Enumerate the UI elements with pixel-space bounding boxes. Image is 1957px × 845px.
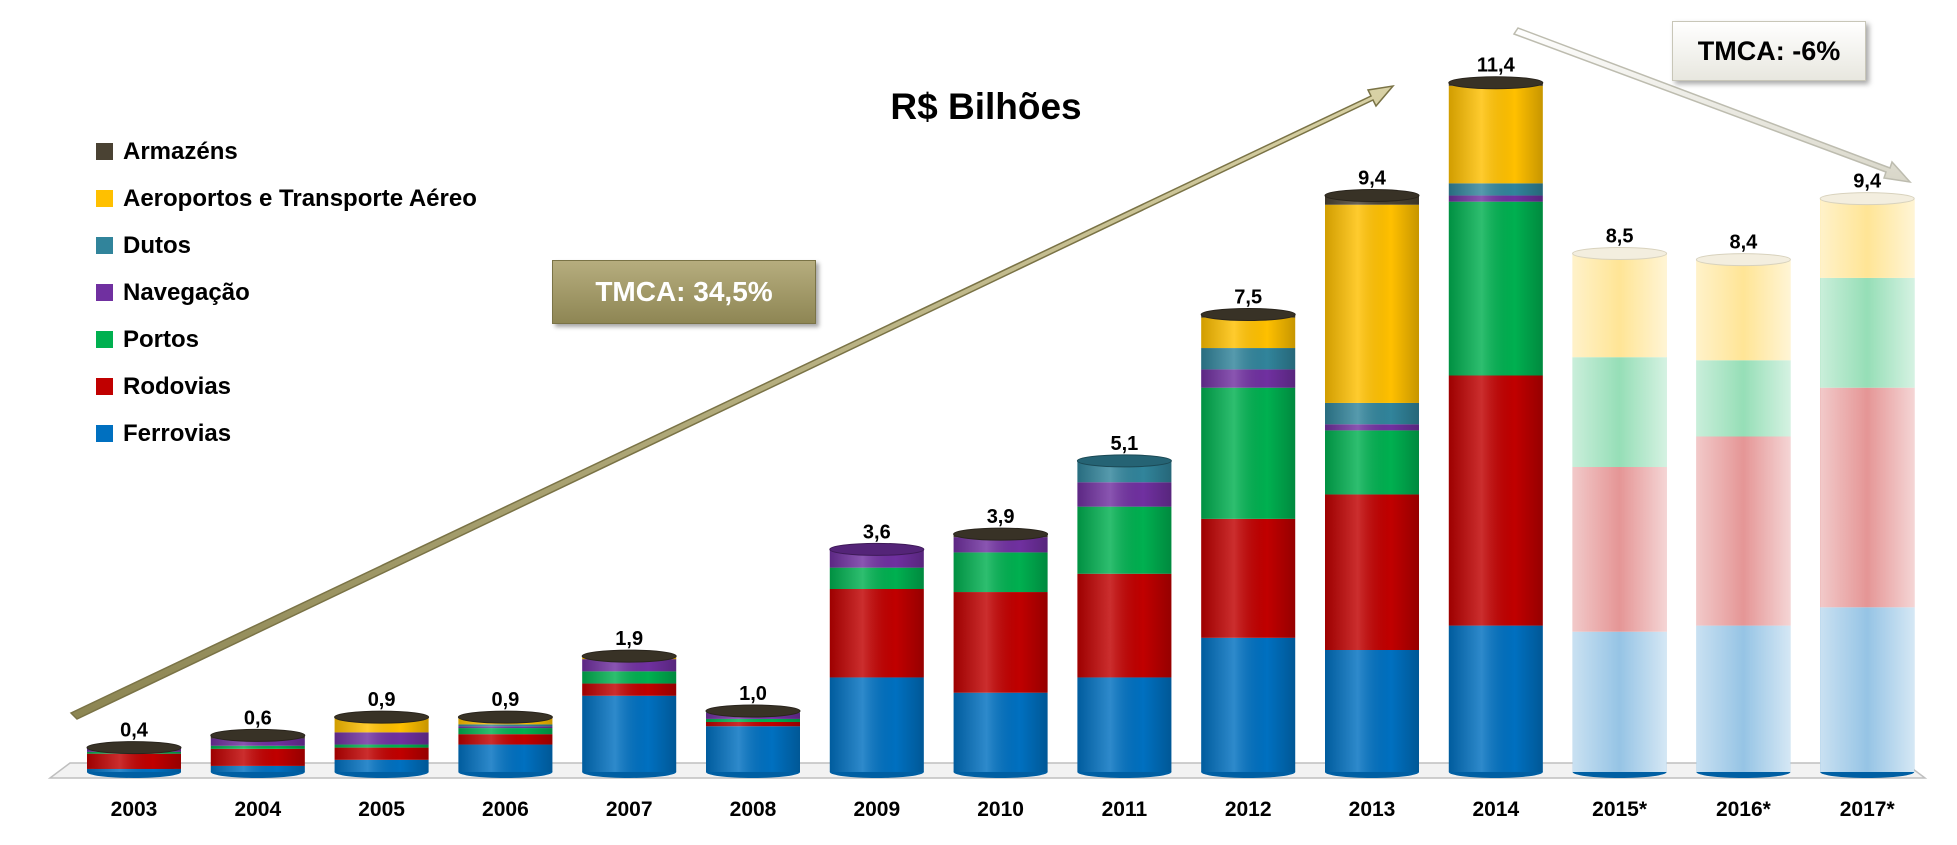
x-tick-label: 2004 <box>234 798 282 821</box>
chart-title: R$ Bilhões <box>890 86 1082 127</box>
value-label: 0,9 <box>491 689 520 712</box>
x-tick-label: 2009 <box>853 798 901 821</box>
legend-label-dutos: Dutos <box>123 231 191 259</box>
bar-top <box>954 528 1048 540</box>
legend-label-navegacao: Navegação <box>123 278 250 306</box>
legend-swatch <box>96 425 113 442</box>
legend-label-portos: Portos <box>123 325 200 353</box>
tmca-up-label: TMCA: 34,5% <box>552 260 816 324</box>
value-label: 8,4 <box>1729 231 1758 254</box>
bar-shading <box>1449 83 1543 772</box>
bar-top <box>458 711 552 723</box>
value-label: 0,6 <box>243 707 272 730</box>
bar-2013 <box>1325 190 1419 778</box>
x-tick-label: 2008 <box>729 798 777 821</box>
bar-shading <box>458 717 552 772</box>
bar-top <box>87 742 181 754</box>
bar-top <box>830 543 924 555</box>
bar-top <box>1696 254 1790 266</box>
legend-swatch <box>96 331 113 348</box>
bar-top <box>706 705 800 717</box>
bar-2008 <box>706 705 800 778</box>
legend-item <box>96 363 477 410</box>
legend-label-rodovias: Rodovias <box>123 372 232 400</box>
bar-2004 <box>211 729 305 778</box>
x-tick-label: 2011 <box>1101 798 1148 821</box>
bar-2012 <box>1201 309 1295 779</box>
tmca-down-label: TMCA: -6% <box>1672 21 1866 81</box>
value-label: 0,4 <box>120 719 148 742</box>
x-axis-labels <box>111 798 1896 821</box>
legend-item <box>96 410 477 457</box>
bar-shading <box>1201 315 1295 773</box>
value-label: 1,9 <box>615 628 644 651</box>
bar-shading <box>706 711 800 772</box>
value-label: 3,9 <box>986 506 1015 529</box>
bar-projection-fade <box>1820 199 1914 772</box>
value-label: 9,4 <box>1358 167 1386 190</box>
bar-2006 <box>458 711 552 778</box>
value-label: 7,5 <box>1234 286 1263 309</box>
legend-swatch <box>96 237 113 254</box>
bar-2016-projected <box>1696 254 1790 778</box>
value-label: 1,0 <box>739 683 767 705</box>
bar-shading <box>335 717 429 772</box>
value-label: 5,1 <box>1110 432 1139 455</box>
legend-label-armazens: Armazéns <box>123 137 238 165</box>
x-tick-label: 2015* <box>1592 798 1648 821</box>
bar-2007 <box>582 650 676 778</box>
x-tick-label: 2010 <box>977 798 1024 821</box>
x-tick-label: 2013 <box>1348 798 1396 821</box>
bar-shading <box>954 534 1048 772</box>
bar-top <box>1201 309 1295 321</box>
legend-swatch <box>96 284 113 301</box>
legend-swatch <box>96 378 113 395</box>
bar-top <box>335 711 429 723</box>
value-label: 8,5 <box>1605 225 1634 248</box>
bar-2017-projected <box>1820 193 1914 778</box>
bar-2005 <box>335 711 429 778</box>
legend-item <box>96 175 477 222</box>
bar-2011 <box>1077 455 1171 778</box>
value-label: 11,4 <box>1476 54 1515 77</box>
value-label: 9,4 <box>1853 170 1882 193</box>
bar-top <box>1077 455 1171 467</box>
bar-2009 <box>830 543 924 778</box>
bar-top <box>1449 77 1543 89</box>
x-tick-label: 2003 <box>110 798 158 821</box>
legend-item <box>96 128 477 175</box>
legend-item <box>96 269 477 316</box>
bar-top <box>1820 193 1914 205</box>
bar-top <box>1325 190 1419 202</box>
legend-item <box>96 316 477 363</box>
bar-top <box>211 729 305 741</box>
legend <box>96 128 477 457</box>
x-tick-label: 2014 <box>1472 798 1520 821</box>
x-tick-label: 2017* <box>1839 798 1895 821</box>
bar-shading <box>1325 196 1419 772</box>
x-tick-label: 2006 <box>482 798 529 821</box>
legend-item <box>96 222 477 269</box>
x-tick-label: 2016* <box>1715 798 1771 821</box>
bar-shading <box>830 549 924 772</box>
bar-top <box>1573 248 1667 260</box>
bar-shading <box>1077 461 1171 772</box>
x-tick-label: 2012 <box>1224 798 1272 821</box>
x-tick-label: 2007 <box>605 798 653 821</box>
legend-label-aeroportos: Aeroportos e Transporte Aéreo <box>123 184 477 212</box>
bar-projection-fade <box>1696 260 1790 772</box>
bar-2010 <box>954 528 1048 778</box>
legend-swatch <box>96 143 113 160</box>
bar-shading <box>582 656 676 772</box>
value-label: 0,9 <box>367 689 396 712</box>
legend-label-ferrovias: Ferrovias <box>123 419 232 447</box>
bar-2014 <box>1449 77 1543 778</box>
x-tick-label: 2005 <box>358 798 405 821</box>
bar-projection-fade <box>1573 254 1667 773</box>
bar-top <box>582 650 676 662</box>
bar-2015-projected <box>1573 248 1667 779</box>
legend-swatch <box>96 190 113 207</box>
value-label: 3,6 <box>862 521 891 544</box>
bar-2003 <box>87 742 181 778</box>
